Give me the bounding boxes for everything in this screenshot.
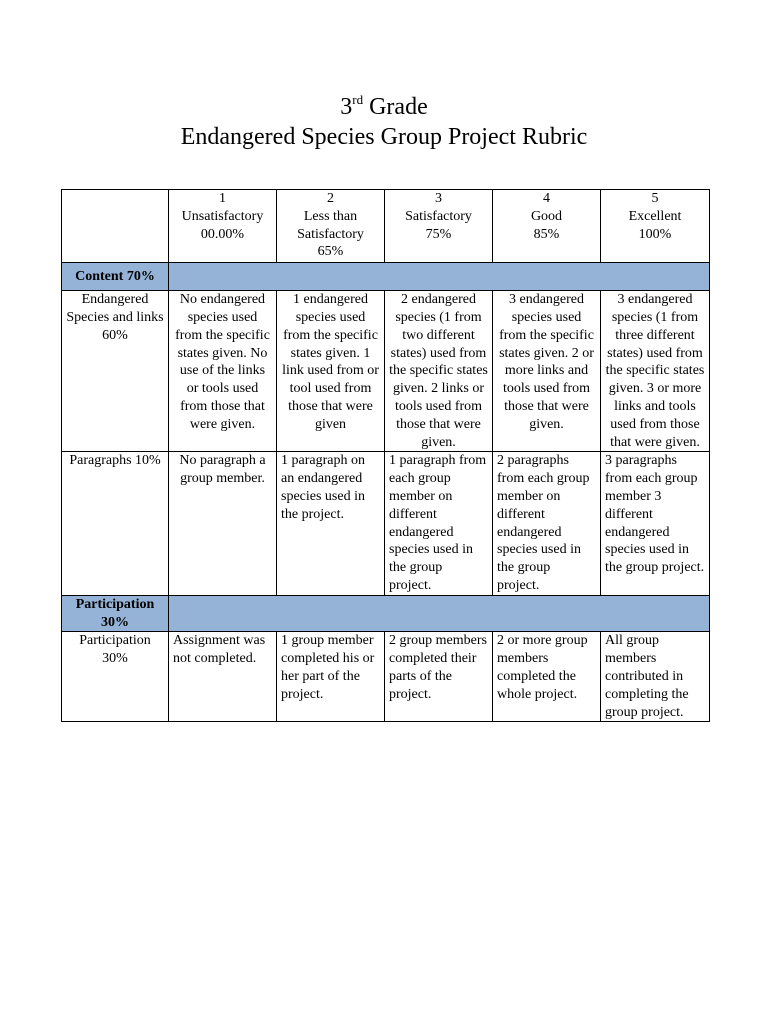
grade-suffix: rd <box>352 92 364 107</box>
criterion-label: Endangered Species and links 60% <box>62 291 169 452</box>
header-score: 1 <box>219 191 226 206</box>
header-label: Satisfactory <box>405 208 472 224</box>
rubric-table <box>61 189 710 722</box>
criterion-row-paragraphs <box>62 452 710 595</box>
rubric-cell: All group members contributed in completing the group project. <box>601 632 710 722</box>
section-label-participation: Participation 30% <box>62 595 169 632</box>
rubric-cell: 2 endangered species (1 from two different states) used from the specific states given. 2 links or tools used from those that were given. <box>385 291 493 452</box>
header-label: Good <box>530 208 563 224</box>
section-label-content: Content 70% <box>62 263 169 291</box>
criterion-label: Participation 30% <box>62 632 169 722</box>
header-label: Less than Satisfactory <box>297 208 364 242</box>
rubric-cell: 1 endangered species used from the specific states given. 1 link used from or tool used from those that were given <box>277 291 385 452</box>
rubric-cell: 2 paragraphs from each group member on different endangered species used in the group project. <box>493 452 601 595</box>
header-percent: 65% <box>317 244 344 260</box>
header-percent: 100% <box>638 226 672 242</box>
criterion-row-species <box>62 291 710 452</box>
rubric-cell: 3 endangered species (1 from three different states) used from the specific states given. 3 or more links and tools used from those that were given. <box>601 291 710 452</box>
rubric-cell: No endangered species used from the specific states given. No use of the links or tools used from those that were given. <box>169 291 277 452</box>
header-cell-5 <box>601 190 710 263</box>
rubric-cell: Assignment was not completed. <box>169 632 277 722</box>
header-cell-2 <box>277 190 385 263</box>
rubric-cell: 3 endangered species used from the specific states given. 2 or more links and tools used from those that were given. <box>493 291 601 452</box>
header-percent: 00.00% <box>200 226 245 242</box>
section-row-content <box>62 263 710 291</box>
rubric-cell: No paragraph a group member. <box>169 452 277 595</box>
header-percent: 75% <box>425 226 452 242</box>
header-label: Excellent <box>628 208 682 224</box>
title-rubric-line: Endangered Species Group Project Rubric <box>180 124 588 150</box>
header-label: Unsatisfactory <box>181 208 264 224</box>
grade-number: 3 <box>340 94 353 120</box>
criterion-label: Paragraphs 10% <box>62 452 169 595</box>
rubric-cell: 2 or more group members completed the whole project. <box>493 632 601 722</box>
header-percent: 85% <box>533 226 560 242</box>
section-row-participation <box>62 595 710 632</box>
rubric-cell: 1 group member completed his or her part of the project. <box>277 632 385 722</box>
rubric-cell: 3 paragraphs from each group member 3 different endangered species used in the group project. <box>601 452 710 595</box>
section-band <box>169 595 710 632</box>
rubric-cell: 1 paragraph on an endangered species used in the project. <box>277 452 385 595</box>
header-cell-1 <box>169 190 277 263</box>
header-score: 3 <box>435 191 442 206</box>
grade-word: Grade <box>369 94 428 120</box>
header-corner-cell <box>62 190 169 263</box>
rubric-cell: 2 group members completed their parts of the project. <box>385 632 493 722</box>
rubric-cell: 1 paragraph from each group member on different endangered species used in the group project. <box>385 452 493 595</box>
title-grade-line <box>0 92 768 122</box>
header-row <box>62 190 710 263</box>
document-title <box>0 92 768 152</box>
header-score: 2 <box>327 191 334 206</box>
criterion-row-participation <box>62 632 710 722</box>
header-score: 4 <box>543 191 550 206</box>
header-cell-4 <box>493 190 601 263</box>
header-score: 5 <box>651 191 659 206</box>
section-band <box>169 263 710 291</box>
header-cell-3 <box>385 190 493 263</box>
